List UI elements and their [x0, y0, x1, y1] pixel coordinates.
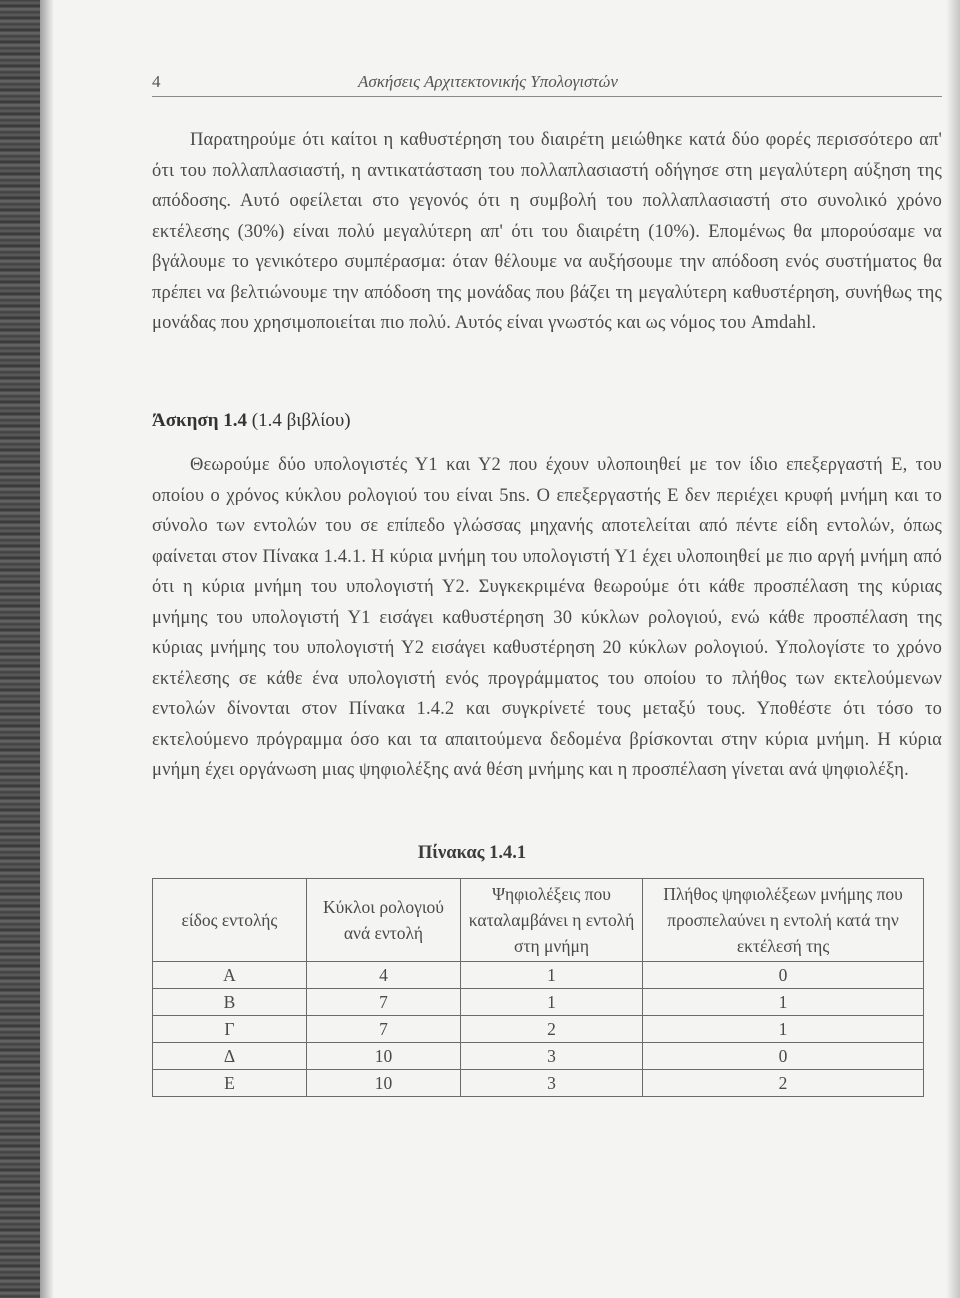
cell-cycles: 10 — [306, 1070, 460, 1097]
table-row — [153, 1043, 924, 1070]
table-row — [153, 1016, 924, 1043]
cell-accesses: 2 — [643, 1070, 924, 1097]
header-instruction-type: είδος εντολής — [153, 879, 307, 962]
cell-accesses: 0 — [643, 962, 924, 989]
scan-binding-gradient — [40, 0, 54, 1298]
header-bytes-accessed: Πλήθος ψηφιολέξεων μνήμης που προσπελαύνει η εντολή κατά την εκτέλεσή της — [643, 879, 924, 962]
cell-bytes: 2 — [460, 1016, 642, 1043]
paragraph-exercise: Θεωρούμε δύο υπολογιστές Υ1 και Υ2 που έχουν υλοποιηθεί με τον ίδιο επεξεργαστή Ε, του οποίου ο χρόνος κύκλου ρολογιού του είναι 5ns. Ο επεξεργαστής Ε δεν περιέχει κρυφή μνήμη και το σύνολο των εντολών του σε επίπεδο γλώσσας μηχανής αποτελείται από πέντε είδη εντολών, όπως φαίνεται στον Πίνακα 1.4.1. Η κύρια μνήμη του υπολογιστή Υ1 έχει υλοποιηθεί με πιο αργή μνήμη από ότι η κύρια μνήμη του υπολογιστή Υ2. Συγκεκριμένα θεωρούμε ότι κάθε προσπέλαση της κύριας μνήμης του υπολογιστή Υ1 εισάγει καθυστέρηση 30 κύκλων ρολογιού, ενώ κάθε προσπέλαση της κύριας μνήμης του υπολογιστή Υ2 εισάγει καθυστέρηση 20 κύκλων ρολογιού. Υπολογίστε το χρόνο εκτέλεσης σε κάθε ένα υπολογιστή ενός προγράμματος του οποίου το πλήθος των εκτελούμενων εντολών δίνονται στον Πίνακα 1.4.2 και συγκρίνετέ τους μεταξύ τους. Υποθέστε ότι τόσο το εκτελούμενο πρόγραμμα όσο και τα απαιτούμενα δεδομένα βρίσκονται στην κύρια μνήμη. Η κύρια μνήμη έχει οργάνωση μιας ψηφιολέξης ανά θέση μνήμης και η προσπέλαση γίνεται ανά ψηφιολέξη. — [152, 455, 942, 780]
exercise-heading — [152, 410, 351, 432]
cell-cycles: 7 — [306, 1016, 460, 1043]
instruction-table — [152, 878, 924, 1097]
scan-right-edge-shadow — [946, 0, 960, 1298]
cell-accesses: 1 — [643, 1016, 924, 1043]
table-row — [153, 989, 924, 1016]
cell-type: Β — [153, 989, 307, 1016]
cell-bytes: 3 — [460, 1043, 642, 1070]
paragraph-amdahl: Παρατηρούμε ότι καίτοι η καθυστέρηση του διαιρέτη μειώθηκε κατά δύο φορές περισσότερο απ' ότι του πολλαπλασιαστή, η αντικατάσταση του πολλαπλασιαστή οδήγησε στη μεγαλύτερη αύξηση της απόδοσης. Αυτό οφείλεται στο γεγονός ότι η συμβολή του πολλαπλασιαστή στο συνολικό χρόνο εκτέλεσης (30%) είναι πολύ μεγαλύτερη απ' ότι του διαιρέτη (10%). Επομένως θα μπορούσαμε να βγάλουμε το γενικότερο συμπέρασμα: όταν θέλουμε να αυξήσουμε την απόδοση ενός συστήματος θα πρέπει να βελτιώνουμε την απόδοση της μονάδας που βάζει τη μεγαλύτερη καθυστέρηση, συνήθως της μονάδας που χρησιμοποιείται πιο πολύ. Αυτός είναι γνωστός και ως νόμος του Amdahl. — [152, 130, 942, 333]
cell-bytes: 1 — [460, 989, 642, 1016]
cell-type: Α — [153, 962, 307, 989]
cell-cycles: 10 — [306, 1043, 460, 1070]
cell-bytes: 1 — [460, 962, 642, 989]
table-caption: Πίνακας 1.4.1 — [417, 843, 527, 863]
running-title: Ασκήσεις Αρχιτεκτονικής Υπολογιστών — [358, 72, 618, 91]
cell-type: Γ — [153, 1016, 307, 1043]
cell-accesses: 0 — [643, 1043, 924, 1070]
cell-cycles: 7 — [306, 989, 460, 1016]
header-clock-cycles: Κύκλοι ρολογιού ανά εντολή — [306, 879, 460, 962]
scan-binding-shadow — [0, 0, 40, 1298]
cell-type: Ε — [153, 1070, 307, 1097]
page-number: 4 — [152, 72, 161, 91]
table-row — [153, 962, 924, 989]
table-row — [153, 1070, 924, 1097]
cell-accesses: 1 — [643, 989, 924, 1016]
table-header-row — [153, 879, 924, 962]
cell-type: Δ — [153, 1043, 307, 1070]
cell-bytes: 3 — [460, 1070, 642, 1097]
header-bytes-occupied: Ψηφιολέξεις που καταλαμβάνει η εντολή στη μνήμη — [460, 879, 642, 962]
exercise-label: Άσκηση 1.4 — [152, 410, 248, 431]
cell-cycles: 4 — [306, 962, 460, 989]
exercise-reference: (1.4 βιβλίου) — [251, 410, 351, 431]
header-rule — [152, 96, 942, 97]
